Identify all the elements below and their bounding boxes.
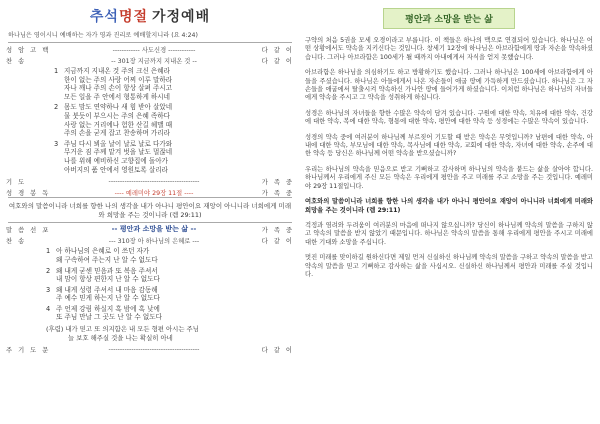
sermon-column [303,4,595,420]
hymn-301-lyrics [54,67,294,174]
sermon-title: 평안과 소망을 받는 삶 [383,8,515,29]
order-label: 성 암 고 백 [6,46,51,54]
order-item: ---------------------------------------- [108,177,200,185]
order-leader: 가 족 중 [261,178,294,186]
order-leader: 다 같 이 [261,57,294,65]
order-item: ------------ 사도신경 ------------ [112,46,196,54]
order-item: ---- 예레미야 29장 11절 ---- [114,189,194,197]
order-item: -- 301장 지금까지 지내온 것 -- [111,57,197,65]
order-label: 찬 송 [6,237,27,245]
order-row-lords-prayer [6,344,294,354]
order-row-hymn-2 [6,235,294,245]
hymn-verse-4: 4 주 언제 강림 하실지 혹 밤에 혹 낮에 또 주님 만날 그 곳도 난 알 수 없도다 [46,304,162,322]
worship-order-column [6,4,294,420]
order-leader: 가 족 중 [261,189,294,197]
sermon-paragraph: 아브라함은 하나님을 의심하기도 하고 방황하기도 했습니다. 그러나 하나님은 100세에 아브라함에게 아들을 주셨습니다. 하나님은 아들에게서 나온 자손들이 애굽 땅에 가득하게 만드셨습니다. 하나님은 그 자손들을 애굽에서 탈출시켜 약속하신 가나안 땅에 들어가게 하셨습니다. 이처럼 하나님은 하나님의 자녀들에게 약속을 주시고 그 약속을 성취하게 하십니다. [305,69,593,102]
sermon-scripture-quote: 여호와의 말씀이니라 너희를 향한 나의 생각을 내가 아나니 평안이요 재앙이 아니니라 너희에게 미래와 희망을 주는 것이니라 (렘 29:11) [305,198,593,214]
order-row-hymn-1 [6,55,294,65]
hymn-verse-1: 1 아 하나님의 은혜로 이 쓰던 자가 왜 구속하여 주는지 난 알 수 없도다 [46,247,158,264]
order-leader: 다 같 이 [261,46,294,54]
order-leader: 가 족 중 [261,226,294,234]
order-row-sermon [6,224,294,234]
hymn-310-lyrics [46,247,294,342]
order-label: 찬 송 [6,57,27,65]
title-part3: 가정예배 [152,9,211,25]
hymn-verse-2: 2 왜 내게 굳센 믿음과 또 복음 주셔서 내 맘이 항상 편한지 난 알 수 없도다 [46,266,160,284]
sermon-paragraph: 걱정과 염려와 두려움이 여러분의 마음에 떠나지 않으십니까? 당신이 하나님께 약속의 말씀을 구하지 않고 약속의 말씀을 받지 않았기 때문입니다. 하나님은 약속의 말씀을 통해 우리에게 평안을 주시고 미래에 대한 기대와 소망을 주십니다. [305,221,593,246]
title-part2: 명절 [118,9,148,25]
hymn-verse-3: 3 왜 내게 성령 주셔서 내 마음 감동해 주 예수 믿게 하는지 난 알 수 없도다 [46,285,160,303]
page-title [6,6,294,26]
sermon-paragraph: 성경의 약속 중에 여러분이 하나님께 부르짖어 기도할 때 받은 약속은 무엇입니까? 남편에 대한 약속, 아내에 대한 약속, 부모님에 대한 약속, 목사님에 대한 약속, 교회에 대한 약속, 자녀에 대한 약속, 손주에 대한 약속 등 당신은 하나님께 어떤 약속을 받으셨습니까? [305,133,593,158]
hymn-verse-2: 2 몸도 맘도 연약하나 새 힘 받아 살았네 물 붓듯이 부으시는 주의 은혜 족하다 사랑 없는 거리에나 험한 산길 헤맬 때 주의 손을 굳게 잡고 찬송하며 가리라 [54,103,173,138]
order-leader: 다 같 이 [261,346,294,354]
order-leader: 다 같 이 [261,237,294,245]
order-label: 말 씀 선 포 [6,226,51,234]
hymn-chorus: (후렴) 내가 믿고 또 의지함은 내 모든 형편 아시는 주님 늘 보호 해주실 것을 나는 확실히 아네 [46,325,199,342]
sermon-paragraph: 우리는 하나님의 약속을 믿음으로 받고 기뻐하고 감사하며 하나님의 약속을 붙드는 삶을 살아야 합니다. 하나님께서 우리에게 주신 모든 약속은 우리에게 평안을 주고 미래를 주고 소망을 주는 것입니다. 예레미야 29장 11절입니다. [305,165,593,190]
title-part1: 추석 [89,9,119,25]
order-label: 성 경 봉 독 [6,189,51,197]
divider [8,42,292,43]
divider [8,197,292,198]
hymn-verse-1: 1 지금까지 지내온 것 주의 크신 은혜라 한이 없는 주의 사랑 어찌 이루 말하라 자나 깨나 주의 손이 항상 살펴 주시고 모든 일을 주 안에서 형통하게 하시네 [54,67,173,101]
invocation-verse: 하나님은 영이시니 예배하는 자가 영과 진리로 예배할지니라 (요 4:24) [8,32,198,39]
order-label: 기 도 [6,178,27,186]
sermon-paragraph: 성경은 하나님의 자녀들을 향한 수많은 약속이 담겨 있습니다. 구원에 대한 약속, 치유에 대한 약속, 건강에 대한 약속, 복에 대한 약속, 형통에 대한 약속, 평안에 대한 약속 등 성경에는 수많은 약속이 있습니다. [305,109,593,126]
divider [8,222,292,223]
order-item: --- 310장 아 하나님의 은혜로 --- [108,237,200,245]
order-row-prayer [6,176,294,186]
hymn-verse-3: 3 주님 다시 뵈올 날이 날로 날로 다가와 무거운 짐 주께 맡겨 벗을 날도 멀잖네 나를 위해 예비하신 고향집에 돌아가 아버지의 품 안에서 영원토록 살리라 [54,139,173,174]
scripture-text: 여호와의 말씀이니라 너희를 향한 나의 생각을 내가 아나니 평안이요 재앙이 아니니라 너희에게 미래와 희망을 주는 것이니라 (렘 29:11) [8,202,292,219]
order-item: ---------------------------------------- [108,345,200,353]
order-label: 주 기 도 문 [6,346,51,354]
sermon-paragraph: 멋진 미래를 맞이하길 원하신다면 제일 먼저 신실하신 하나님께 약속의 말씀을 구하고 약속의 말씀을 받고 약속의 말씀을 믿고 기뻐하고 감사하는 삶을 사십시오. 신실하신 하나님께서 평안과 미래를 주실 것입니다. [305,254,593,278]
order-item: -- 평안과 소망을 받는 삶 -- [111,225,197,234]
order-row-confession [6,44,294,54]
order-row-reading [6,187,294,197]
sermon-paragraph: 구약의 처음 5권을 모세 오경이라고 부릅니다. 이 책들은 하나의 맥으로 연결되어 있습니다. 하나님은 어떤 상황에서도 약속을 지키신다는 것입니다. 창세기 12장에 하나님은 아브라함에게 땅과 자손을 약속하셨습니다. 그러나 아브라함은 100세가 될 때까지 아내에게서 자식을 얻지 못했습니다. [305,37,593,61]
